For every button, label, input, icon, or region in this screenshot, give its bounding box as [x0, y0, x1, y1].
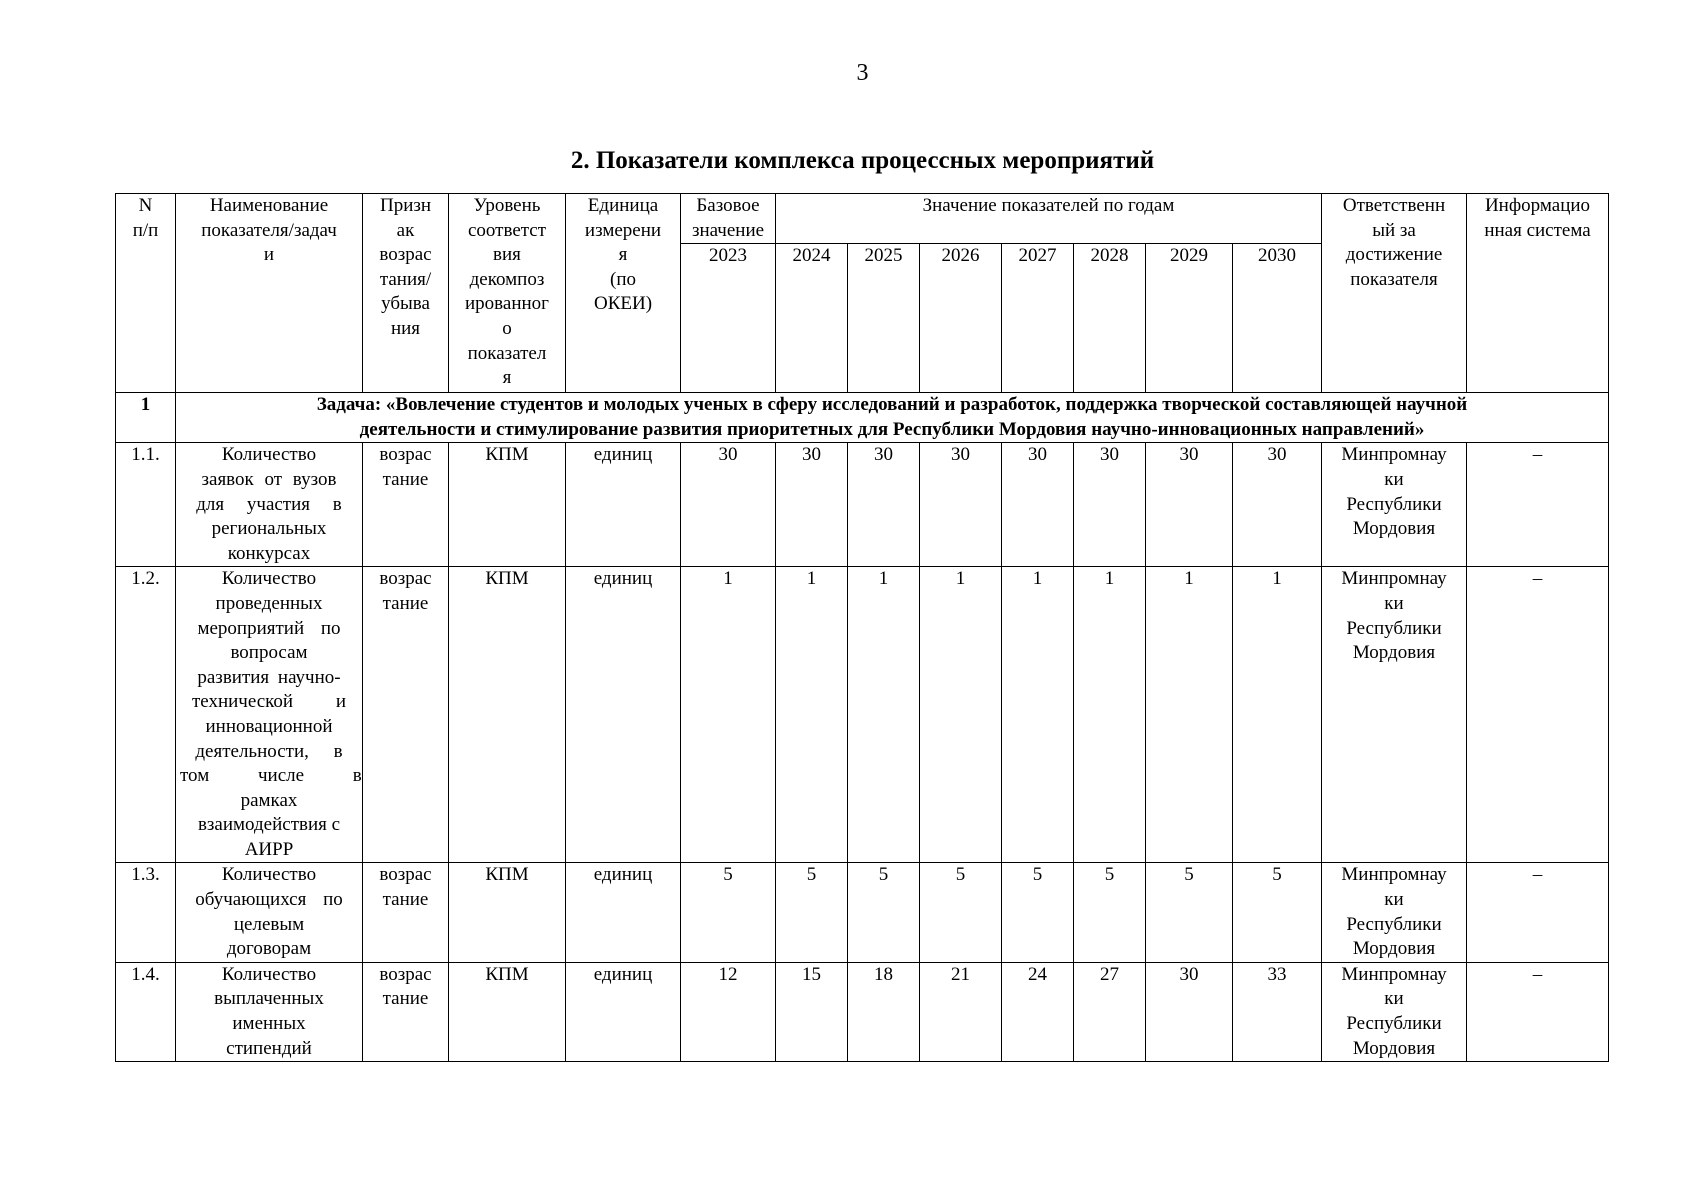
row-num: 1.2.	[116, 567, 176, 863]
row-name-line: рамках	[240, 789, 298, 811]
row-value: 5	[1233, 863, 1322, 962]
row-value: 1	[1146, 567, 1233, 863]
row-info-system: –	[1467, 962, 1609, 1061]
task-line: деятельности и стимулирование развития приоритетных для Республики Мордовия научно-инновационных направлений»	[359, 418, 1425, 440]
header-year: 2024	[776, 244, 848, 393]
row-value: 5	[1146, 863, 1233, 962]
row-level: КПМ	[449, 567, 566, 863]
row-unit: единиц	[566, 863, 681, 962]
indicators-table	[115, 193, 1609, 1062]
row-responsible-line: ки	[1384, 988, 1404, 1010]
header-responsible	[1322, 194, 1467, 393]
header-level	[449, 194, 566, 393]
header-text: нная система	[1484, 219, 1591, 241]
task-row	[116, 393, 1609, 443]
header-base-year	[681, 244, 776, 393]
header-text: значение	[691, 219, 765, 241]
header-text: п/п	[132, 219, 159, 241]
row-value: 1	[776, 567, 848, 863]
row-responsible-line: Минпромнау	[1341, 568, 1447, 590]
row-responsible-line: Минпромнау	[1341, 963, 1447, 985]
row-name-line: Количество	[221, 568, 317, 590]
row-unit: единиц	[566, 443, 681, 567]
row-num: 1.4.	[116, 962, 176, 1061]
header-text: (по	[610, 268, 636, 290]
header-text: показателя/задач	[201, 219, 337, 241]
row-value: 5	[848, 863, 920, 962]
header-text: Наименование	[209, 195, 329, 216]
row-value: 30	[920, 443, 1002, 567]
header-text: соответст	[467, 219, 547, 241]
header-text: я	[502, 367, 512, 389]
row-name-line: взаимодействия с	[197, 814, 341, 836]
row-value: 30	[1074, 443, 1146, 567]
row-name-line: именных	[232, 1013, 306, 1035]
row-sign	[363, 962, 449, 1061]
page-number: 3	[856, 60, 869, 86]
row-value: 21	[920, 962, 1002, 1061]
page-title: 2. Показатели комплекса процессных мероприятий	[570, 147, 1155, 174]
header-text: и	[263, 244, 275, 266]
row-value: 5	[776, 863, 848, 962]
row-name-line: заявок от вузов	[201, 468, 337, 490]
row-value: 1	[1233, 567, 1322, 863]
row-value: 5	[1074, 863, 1146, 962]
header-text: Ответственн	[1342, 195, 1446, 216]
row-responsible-line: Мордовия	[1352, 938, 1436, 960]
row-sign-line: тание	[382, 592, 429, 614]
row-name-line: развития научно-	[197, 666, 341, 688]
row-sign-line: возрас	[379, 864, 432, 886]
row-name-line: договорам	[226, 938, 312, 960]
row-responsible	[1322, 567, 1467, 863]
row-value: 30	[776, 443, 848, 567]
header-year: 2028	[1074, 244, 1146, 393]
row-level: КПМ	[449, 443, 566, 567]
row-sign-line: тание	[382, 988, 429, 1010]
row-num: 1.1.	[116, 443, 176, 567]
row-base: 30	[681, 443, 776, 567]
header-text: декомпоз	[469, 268, 545, 290]
row-value: 27	[1074, 962, 1146, 1061]
header-text: вия	[493, 244, 521, 266]
row-level: КПМ	[449, 962, 566, 1061]
row-name-line: инновационной	[205, 715, 333, 737]
row-name-line: для участия в	[196, 493, 342, 515]
row-name-line: региональных	[211, 518, 327, 540]
row-responsible	[1322, 863, 1467, 962]
row-unit: единиц	[566, 962, 681, 1061]
row-name	[176, 863, 363, 962]
row-name-line: обучающихся по	[195, 889, 343, 911]
header-num	[116, 194, 176, 393]
row-value: 1	[848, 567, 920, 863]
header-sign	[363, 194, 449, 393]
row-name-line: Количество	[221, 963, 317, 985]
row-level: КПМ	[449, 863, 566, 962]
row-name-line: том числе в	[180, 765, 362, 787]
header-text: возрас	[379, 244, 432, 266]
row-sign-line: тание	[382, 889, 429, 911]
table-row	[116, 962, 1609, 1061]
task-title	[176, 393, 1609, 443]
row-sign	[363, 863, 449, 962]
row-sign-line: возрас	[379, 963, 432, 985]
row-value: 30	[1233, 443, 1322, 567]
header-info-system	[1467, 194, 1609, 393]
header-text: 2023	[709, 245, 747, 267]
header-text: показател	[467, 342, 547, 364]
row-responsible-line: ки	[1384, 889, 1404, 911]
header-year: 2025	[848, 244, 920, 393]
row-value: 33	[1233, 962, 1322, 1061]
row-responsible-line: Республики	[1346, 913, 1442, 935]
task-line: Задача: «Вовлечение студентов и молодых ученых в сферу исследований и разработок, поддержка творческой составляющей научной	[316, 394, 1468, 416]
header-text: ый за	[1372, 219, 1416, 241]
header-text: ния	[390, 317, 421, 339]
header-text: показателя	[1350, 268, 1438, 290]
header-text: Призн	[379, 195, 432, 216]
table-row	[116, 443, 1609, 567]
row-responsible-line: Мордовия	[1352, 518, 1436, 540]
row-sign-line: тание	[382, 468, 429, 490]
header-text: N	[138, 195, 153, 216]
header-text: Уровень	[473, 195, 541, 216]
row-value: 30	[848, 443, 920, 567]
row-responsible-line: ки	[1384, 592, 1404, 614]
row-name	[176, 962, 363, 1061]
row-responsible	[1322, 443, 1467, 567]
row-info-system: –	[1467, 567, 1609, 863]
row-responsible-line: Мордовия	[1352, 1037, 1436, 1059]
row-value: 30	[1002, 443, 1074, 567]
row-responsible	[1322, 962, 1467, 1061]
row-info-system: –	[1467, 863, 1609, 962]
table-row	[116, 567, 1609, 863]
row-responsible-line: Республики	[1346, 493, 1442, 515]
header-text: ОКЕИ)	[593, 293, 653, 315]
header-row-1	[116, 194, 1609, 244]
row-num: 1.3.	[116, 863, 176, 962]
row-value: 15	[776, 962, 848, 1061]
header-text: Базовое	[696, 195, 760, 216]
row-base: 5	[681, 863, 776, 962]
row-sign-line: возрас	[379, 568, 432, 590]
row-value: 18	[848, 962, 920, 1061]
row-base: 12	[681, 962, 776, 1061]
row-sign	[363, 567, 449, 863]
row-name-line: конкурсах	[227, 542, 311, 564]
header-unit	[566, 194, 681, 393]
row-responsible-line: Минпромнау	[1341, 444, 1447, 466]
row-responsible-line: Минпромнау	[1341, 864, 1447, 886]
row-info-system: –	[1467, 443, 1609, 567]
row-sign	[363, 443, 449, 567]
row-name	[176, 443, 363, 567]
header-year: 2026	[920, 244, 1002, 393]
row-name	[176, 567, 363, 863]
header-text: ированног	[465, 293, 549, 315]
task-num: 1	[116, 393, 176, 443]
row-name-line: технической и	[191, 691, 347, 713]
header-values-by-year	[776, 194, 1322, 244]
row-name-line: стипендий	[226, 1037, 312, 1059]
row-name-line: целевым	[233, 913, 305, 935]
row-value: 24	[1002, 962, 1074, 1061]
row-responsible-line: Мордовия	[1352, 642, 1436, 664]
header-year: 2030	[1233, 244, 1322, 393]
header-name	[176, 194, 363, 393]
row-value: 5	[920, 863, 1002, 962]
row-responsible-line: Республики	[1346, 617, 1442, 639]
row-name-line: Количество	[221, 864, 317, 886]
row-responsible-line: Республики	[1346, 1013, 1442, 1035]
row-name-line: деятельности, в	[195, 740, 343, 762]
header-text: убыва	[381, 293, 430, 315]
header-text: Информацио	[1484, 195, 1591, 216]
header-base	[681, 194, 776, 244]
row-base: 1	[681, 567, 776, 863]
header-text: Единица	[587, 195, 659, 216]
header-year: 2027	[1002, 244, 1074, 393]
row-name-line: Количество	[221, 444, 317, 466]
row-responsible-line: ки	[1384, 468, 1404, 490]
row-unit: единиц	[566, 567, 681, 863]
row-value: 30	[1146, 962, 1233, 1061]
row-value: 1	[1074, 567, 1146, 863]
row-value: 30	[1146, 443, 1233, 567]
row-value: 5	[1002, 863, 1074, 962]
header-year: 2029	[1146, 244, 1233, 393]
table-row	[116, 863, 1609, 962]
row-name-line: проведенных	[215, 592, 323, 614]
row-sign-line: возрас	[379, 444, 432, 466]
header-text: достижение	[1345, 244, 1443, 266]
header-text: о	[502, 317, 512, 339]
row-name-line: мероприятий по	[197, 617, 341, 639]
header-text: тания/	[379, 268, 432, 290]
header-text: я	[618, 244, 628, 266]
row-name-line: выплаченных	[214, 988, 324, 1010]
row-value: 1	[1002, 567, 1074, 863]
header-text: измерени	[584, 219, 662, 241]
row-name-line: АИРР	[244, 838, 294, 860]
row-value: 1	[920, 567, 1002, 863]
header-text: ак	[396, 219, 415, 241]
row-name-line: вопросам	[230, 642, 308, 664]
header-text: Значение показателей по годам	[922, 195, 1175, 216]
